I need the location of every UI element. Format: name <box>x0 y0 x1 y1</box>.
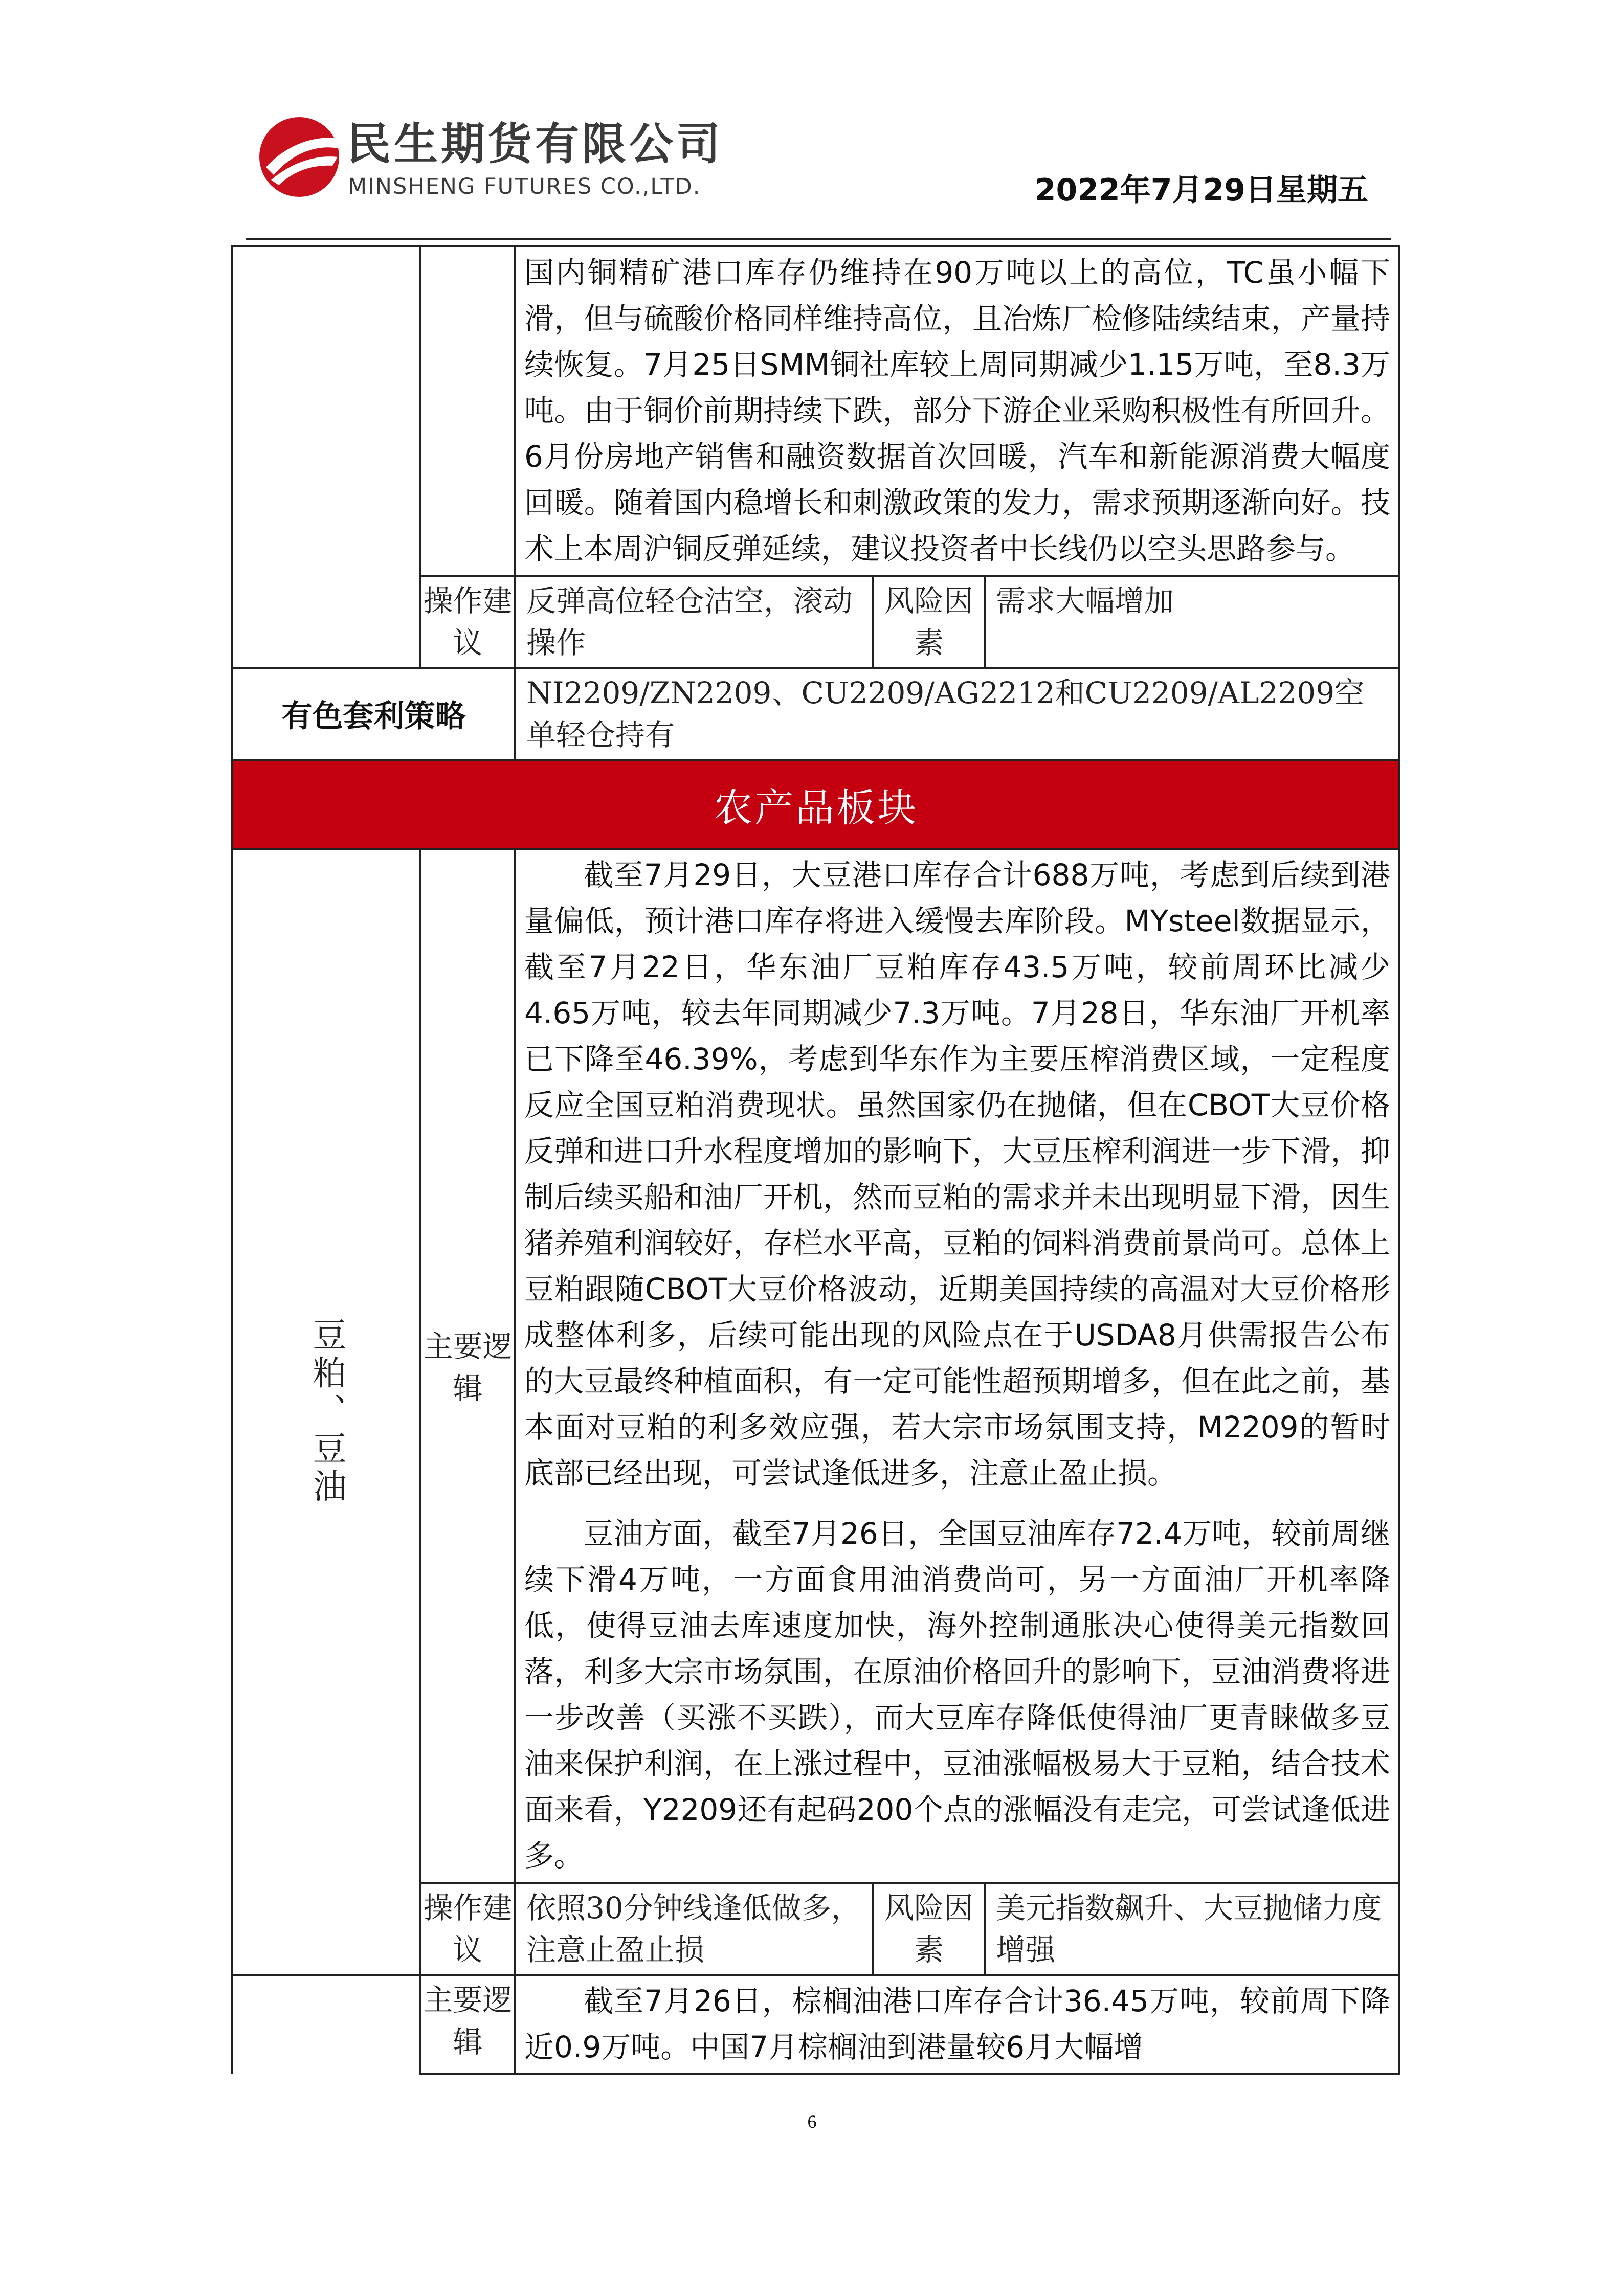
company-logo <box>256 114 742 216</box>
page-number: 6 <box>807 2111 817 2132</box>
soy-logic-label-cell <box>420 849 515 1883</box>
arbitrage-row <box>232 668 1399 760</box>
header-divider <box>246 238 1391 240</box>
soy-product-cell <box>232 849 420 1975</box>
soy-product-name: 豆粕、豆油 <box>307 1317 346 1506</box>
soy-logic-row <box>232 849 1399 1883</box>
copper-logic-label-cell <box>420 246 515 576</box>
arbitrage-text: NI2209/ZN2209、CU2209/AG2212和CU2209/AL2209空单轻仓持有 <box>526 676 1365 752</box>
palm-logic-label: 主要逻辑 <box>423 1983 513 2059</box>
copper-op-label-cell <box>420 576 515 668</box>
palm-product-cell <box>232 1975 420 2074</box>
soy-logic-cell <box>515 849 1399 1883</box>
agri-section-banner: 农产品板块 <box>232 760 1399 849</box>
soyoil-paragraph: 豆油方面，截至7月26日，全国豆油库存72.4万吨，较前周继续下滑4万吨，一方面食用油消费尚可，另一方面油厂开机率降低，使得豆油去库速度加快，海外控制通胀决心使得美元指数回落，利多大宗市场氛围，在原油价格回升的影响下，豆油消费将进一步改善（买涨不买跌），而大豆库存降低使得油厂更青睐做多豆油来保护利润，在上涨过程中，豆油涨幅极易大于豆粕，结合技术面来看，Y2209还有起码200个点的涨幅没有走完，可尝试逢低进多。 <box>524 1516 1390 1873</box>
copper-logic-text: 国内铜精矿港口库存仍维持在90万吨以上的高位，TC虽小幅下滑，但与硫酸价格同样维持高位，且冶炼厂检修陆续结束，产量持续恢复。7月25日SMM铜社库较上周同期减少1.15万吨，至8.3万吨。由于铜价前期持续下跌，部分下游企业采购积极性有所回升。6月份房地产销售和融资数据首次回暖，汽车和新能源消费大幅度回暖。随着国内稳增长和刺激政策的发力，需求预期逐渐向好。技术上本周沪铜反弹延续，建议投资者中长线仍以空头思路参与。 <box>524 255 1390 566</box>
copper-risk-label: 风险因素 <box>874 577 986 667</box>
arbitrage-label: 有色套利策略 <box>232 668 515 760</box>
soy-op-text: 依照30分钟线逢低做多，注意止盈止损 <box>516 1884 874 1974</box>
soy-op-label: 操作建议 <box>423 1890 513 1967</box>
copper-op-label: 操作建议 <box>423 583 513 660</box>
soy-op-cell <box>515 1883 1399 1975</box>
copper-product-cell <box>232 246 420 668</box>
copper-op-text: 反弹高位轻仓沽空，滚动操作 <box>516 577 874 667</box>
soymeal-paragraph: 截至7月29日，大豆港口库存合计688万吨，考虑到后续到港量偏低，预计港口库存将进入缓慢去库阶段。MYsteel数据显示，截至7月22日，华东油厂豆粕库存43.5万吨，较前周环比减少4.65万吨，较去年同期减少7.3万吨。7月28日，华东油厂开机率已下降至46.39%，考虑到华东作为主要压榨消费区域，一定程度反应全国豆粕消费现状。虽然国家仍在抛储，但在CBOT大豆价格反弹和进口升水程度增加的影响下，大豆压榨利润进一步下滑，抑制后续买船和油厂开机，然而豆粕的需求并未出现明显下滑，因生猪养殖利润较好，存栏水平高，豆粕的饲料消费前景尚可。总体上豆粕跟随CBOT大豆价格波动，近期美国持续的高温对大豆价格形成整体利多，后续可能出现的风险点在于USDA8月供需报告公布的大豆最终种植面积，有一定可能性超预期增多，但在此之前，基本面对豆粕的利多效应强，若大宗市场氛围支持，M2209的暂时底部已经出现，可尝试逢低进多，注意止盈止损。 <box>524 858 1390 1491</box>
copper-op-cell <box>515 576 1399 668</box>
report-date: 2022年7月29日星期五 <box>1034 172 1368 208</box>
logo-english-name: MINSHENG FUTURES CO.,LTD. <box>348 174 701 199</box>
soy-logic-label: 主要逻辑 <box>423 1329 513 1406</box>
palm-logic-label-cell <box>420 1975 515 2074</box>
palm-logic-cell <box>515 1975 1399 2074</box>
copper-logic-cell <box>515 246 1399 576</box>
logo-chinese-name: 民生期货有限公司 <box>347 119 723 170</box>
soy-risk-label: 风险因素 <box>874 1884 986 1974</box>
palm-logic-row <box>232 1975 1399 2074</box>
copper-logic-row <box>232 246 1399 576</box>
strategy-table <box>231 245 1400 2075</box>
agri-banner-row <box>232 760 1399 849</box>
arbitrage-cell <box>515 668 1399 760</box>
palm-logic-text: 截至7月26日，棕榈油港口库存合计36.45万吨，较前周下降近0.9万吨。中国7月棕榈油到港量较6月大幅增 <box>524 1984 1390 2064</box>
copper-risk-text: 需求大幅增加 <box>996 583 1174 618</box>
soy-risk-text: 美元指数飙升、大豆抛储力度增强 <box>996 1890 1382 1967</box>
soy-op-label-cell <box>420 1883 515 1975</box>
minsheng-logo-icon <box>256 114 343 200</box>
